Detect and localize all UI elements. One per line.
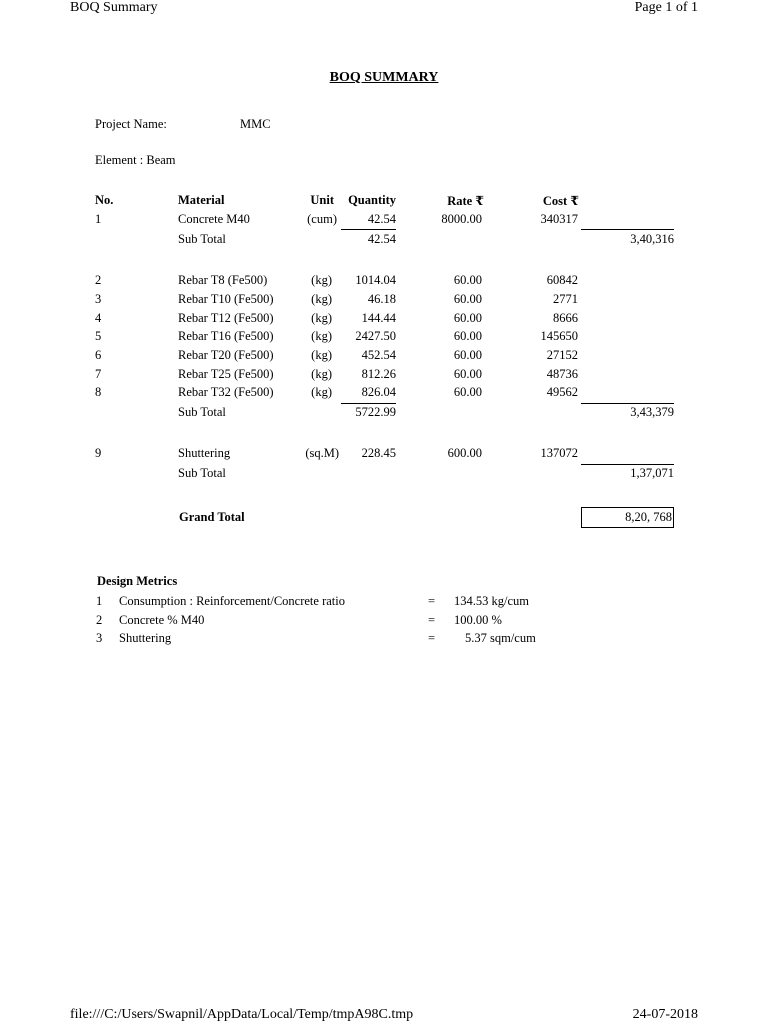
row-cost: 27152 bbox=[546, 348, 578, 362]
row-rate: 60.00 bbox=[453, 385, 482, 399]
metric-value: 134.53 kg/cum bbox=[454, 594, 529, 608]
row-cost: 2771 bbox=[553, 292, 578, 306]
col-rate: Rate ₹ bbox=[447, 194, 484, 208]
row-material: Rebar T32 (Fe500) bbox=[178, 385, 274, 399]
row-cost: 340317 bbox=[540, 212, 578, 226]
row-no: 2 bbox=[95, 273, 102, 287]
metric-no: 2 bbox=[96, 613, 103, 627]
row-unit: (cum) bbox=[307, 212, 337, 226]
col-quantity: Quantity bbox=[348, 193, 396, 207]
print-footer-date: 24-07-2018 bbox=[632, 1007, 698, 1022]
metric-label: Consumption : Reinforcement/Concrete ratio bbox=[119, 594, 345, 608]
row-quantity: 2427.50 bbox=[355, 329, 396, 343]
row-no: 6 bbox=[95, 348, 102, 362]
row-unit: (kg) bbox=[311, 311, 332, 325]
row-rate: 60.00 bbox=[453, 292, 482, 306]
metric-equals: = bbox=[428, 631, 436, 645]
row-material: Rebar T10 (Fe500) bbox=[178, 292, 274, 306]
subtotal-amount: 3,43,379 bbox=[630, 405, 674, 419]
print-header-page: Page 1 of 1 bbox=[634, 0, 698, 15]
row-material: Rebar T25 (Fe500) bbox=[178, 367, 274, 381]
row-material: Concrete M40 bbox=[178, 212, 250, 226]
row-material: Rebar T20 (Fe500) bbox=[178, 348, 274, 362]
row-rate: 60.00 bbox=[453, 329, 482, 343]
project-label: Project Name: bbox=[95, 117, 167, 131]
row-rate: 60.00 bbox=[453, 348, 482, 362]
subtotal-rule bbox=[341, 403, 396, 404]
print-header-title: BOQ Summary bbox=[70, 0, 158, 15]
subtotal-quantity: 5722.99 bbox=[355, 405, 396, 419]
element-label: Element : Beam bbox=[95, 153, 176, 167]
row-quantity: 42.54 bbox=[367, 212, 396, 226]
row-rate: 60.00 bbox=[453, 273, 482, 287]
subtotal-rule bbox=[581, 403, 674, 404]
row-cost: 145650 bbox=[540, 329, 578, 343]
subtotal-amount: 1,37,071 bbox=[630, 466, 674, 480]
metric-no: 3 bbox=[96, 631, 103, 645]
row-cost: 48736 bbox=[546, 367, 578, 381]
metric-no: 1 bbox=[96, 594, 103, 608]
row-no: 1 bbox=[95, 212, 102, 226]
row-no: 7 bbox=[95, 367, 102, 381]
print-footer-path: file:///C:/Users/Swapnil/AppData/Local/Temp/tmpA98C.tmp bbox=[70, 1007, 414, 1022]
metric-value: 5.37 sqm/cum bbox=[465, 631, 536, 645]
grand-total-value: 8,20, 768 bbox=[625, 510, 672, 524]
row-rate: 60.00 bbox=[453, 311, 482, 325]
row-unit: (kg) bbox=[311, 348, 332, 362]
subtotal-label: Sub Total bbox=[178, 232, 226, 246]
row-unit: (sq.M) bbox=[305, 446, 339, 460]
design-metrics-title: Design Metrics bbox=[97, 574, 178, 588]
row-rate: 600.00 bbox=[447, 446, 482, 460]
page-title: BOQ SUMMARY bbox=[329, 70, 439, 85]
row-no: 3 bbox=[95, 292, 102, 306]
row-quantity: 812.26 bbox=[361, 367, 396, 381]
row-no: 8 bbox=[95, 385, 102, 399]
row-quantity: 826.04 bbox=[361, 385, 396, 399]
row-unit: (kg) bbox=[311, 367, 332, 381]
metric-label: Concrete % M40 bbox=[119, 613, 205, 627]
project-value: MMC bbox=[240, 117, 271, 131]
row-quantity: 46.18 bbox=[367, 292, 396, 306]
row-unit: (kg) bbox=[311, 329, 332, 343]
row-unit: (kg) bbox=[311, 385, 332, 399]
row-no: 9 bbox=[95, 446, 102, 460]
subtotal-amount: 3,40,316 bbox=[630, 232, 674, 246]
row-cost: 49562 bbox=[546, 385, 578, 399]
col-cost: Cost ₹ bbox=[542, 194, 579, 208]
row-unit: (kg) bbox=[311, 273, 332, 287]
col-no: No. bbox=[95, 193, 114, 207]
row-quantity: 1014.04 bbox=[355, 273, 396, 287]
row-cost: 8666 bbox=[553, 311, 578, 325]
row-material: Rebar T8 (Fe500) bbox=[178, 273, 268, 287]
row-rate: 60.00 bbox=[453, 367, 482, 381]
row-quantity: 452.54 bbox=[361, 348, 396, 362]
row-quantity: 144.44 bbox=[361, 311, 396, 325]
subtotal-label: Sub Total bbox=[178, 466, 226, 480]
grand-total-label: Grand Total bbox=[179, 510, 245, 524]
element-value: Beam bbox=[146, 153, 176, 167]
row-cost: 137072 bbox=[540, 446, 578, 460]
subtotal-rule bbox=[581, 464, 674, 465]
row-no: 4 bbox=[95, 311, 102, 325]
metric-equals: = bbox=[428, 613, 436, 627]
row-unit: (kg) bbox=[311, 292, 332, 306]
row-cost: 60842 bbox=[546, 273, 578, 287]
row-material: Rebar T16 (Fe500) bbox=[178, 329, 274, 343]
col-material: Material bbox=[178, 193, 225, 207]
metric-label: Shuttering bbox=[119, 631, 172, 645]
row-material: Shuttering bbox=[178, 446, 231, 460]
row-material: Rebar T12 (Fe500) bbox=[178, 311, 274, 325]
subtotal-label: Sub Total bbox=[178, 405, 226, 419]
row-quantity: 228.45 bbox=[361, 446, 396, 460]
metric-equals: = bbox=[428, 594, 436, 608]
row-rate: 8000.00 bbox=[441, 212, 482, 226]
col-unit: Unit bbox=[310, 193, 334, 207]
metric-value: 100.00 % bbox=[454, 613, 502, 627]
row-no: 5 bbox=[95, 329, 102, 343]
subtotal-rule bbox=[341, 229, 396, 230]
subtotal-quantity: 42.54 bbox=[367, 232, 396, 246]
subtotal-rule bbox=[581, 229, 674, 230]
